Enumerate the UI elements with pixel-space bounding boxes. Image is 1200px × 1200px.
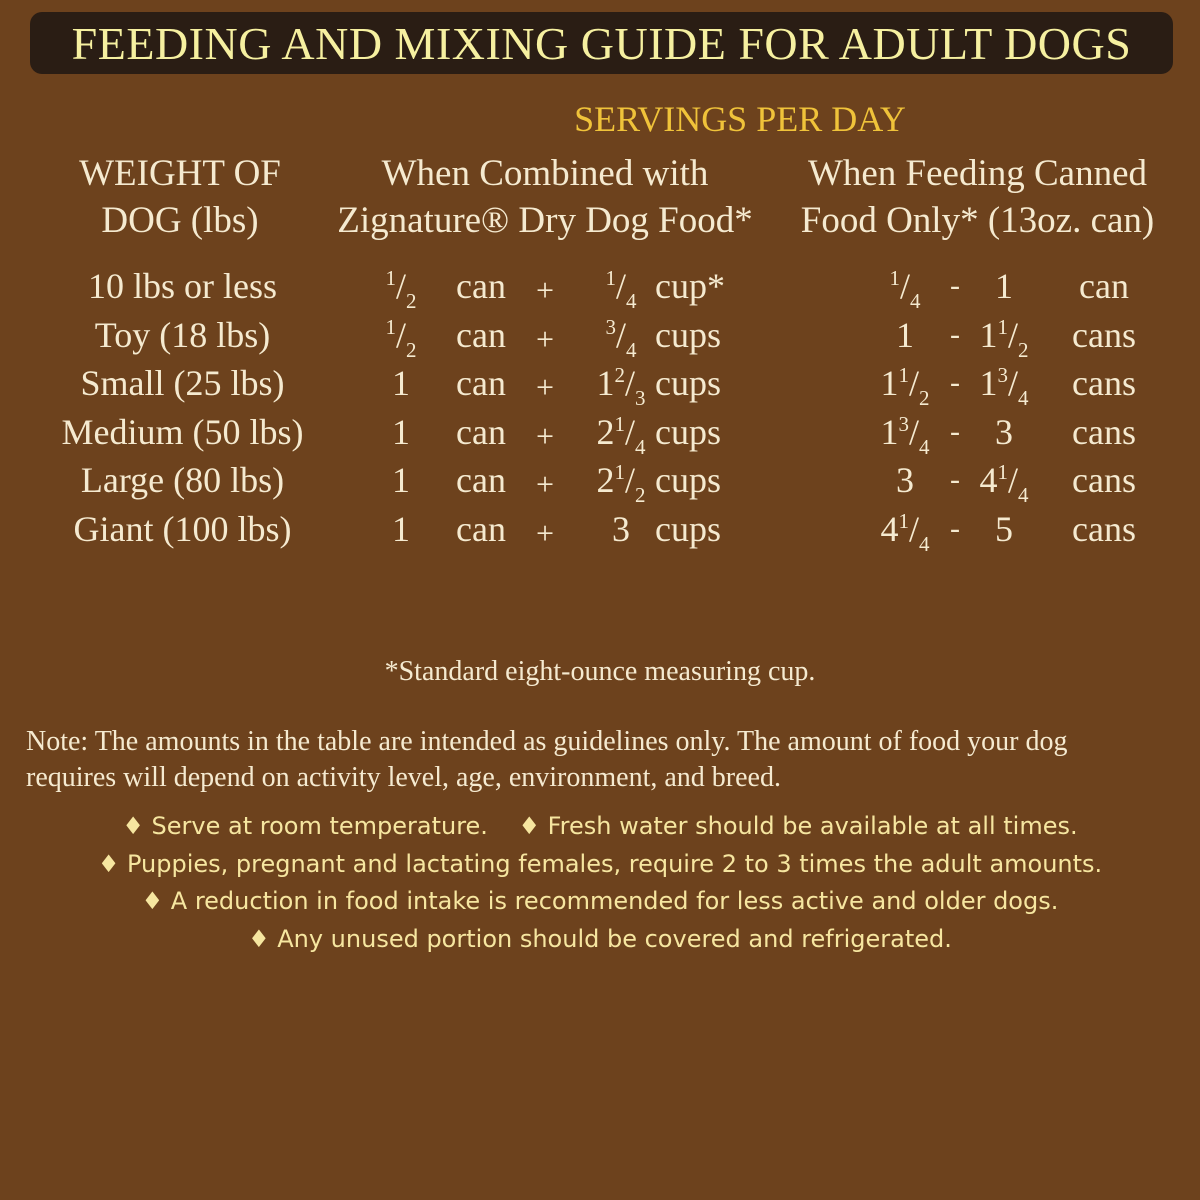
note-line-2: requires will depend on activity level, age, environment, and breed. xyxy=(26,762,781,793)
combined-cup-qty: 3 xyxy=(612,509,630,549)
canned-column-header xyxy=(780,150,1175,244)
tip-line-3: ♦ A reduction in food intake is recommended for less active and older dogs. xyxy=(141,887,1059,915)
canned-from-qty: $1^1/_2$ xyxy=(880,363,930,411)
tip-line-1: ♦ Serve at room temperature. ♦ Fresh water should be available at all times. xyxy=(122,812,1078,840)
servings-per-day-header: SERVINGS PER DAY xyxy=(574,99,906,139)
combined-cup-qty: $1^2/_3$ xyxy=(596,363,646,411)
combined-can-unit: can xyxy=(456,314,506,355)
combined-header-line-1: When Combined with xyxy=(381,153,709,194)
combined-cup-qty: $^1/_4$ xyxy=(605,266,637,313)
combined-can-qty: 1 xyxy=(392,460,410,501)
weight-cell: Toy (18 lbs) xyxy=(94,314,271,355)
tips-list xyxy=(0,808,1200,958)
canned-unit: cans xyxy=(1072,411,1136,452)
weight-cell: Large (80 lbs) xyxy=(80,460,285,501)
plus-sign: + xyxy=(535,417,555,454)
plus-sign: + xyxy=(535,466,555,503)
note-line-1: Note: The amounts in the table are intended as guidelines only. The amount of food your dog xyxy=(26,726,1068,757)
combined-cup-unit: cup* xyxy=(655,266,725,306)
canned-header-line-2: Food Only* (13oz. can) xyxy=(800,200,1155,241)
note xyxy=(26,724,1200,796)
canned-header-line-1: When Feeding Canned xyxy=(807,153,1148,194)
combined-cup-unit: cups xyxy=(655,363,721,404)
canned-to-qty: 3 xyxy=(995,411,1013,452)
combined-can-qty: 1 xyxy=(392,411,410,452)
range-separator: - xyxy=(950,269,960,302)
canned-unit: cans xyxy=(1072,509,1136,549)
plus-sign: + xyxy=(535,272,555,308)
canned-from-qty: $4^1/_4$ xyxy=(880,509,930,556)
combined-cup-unit: cups xyxy=(655,314,721,355)
combined-cup-qty: $2^1/_4$ xyxy=(596,411,646,459)
canned-to-qty: $1^1/_2$ xyxy=(979,314,1029,362)
combined-can-unit: can xyxy=(456,266,506,306)
combined-can-qty: 1 xyxy=(392,509,410,549)
combined-column-header xyxy=(320,150,770,244)
plus-sign: + xyxy=(535,320,555,357)
combined-cup-unit: cups xyxy=(655,411,721,452)
tip-line-4: ♦ Any unused portion should be covered and refrigerated. xyxy=(248,924,952,953)
weight-column-header xyxy=(40,150,320,244)
combined-cup-unit: cups xyxy=(655,460,721,501)
canned-unit: cans xyxy=(1072,363,1136,404)
title-bar xyxy=(30,12,1173,74)
page-title: FEEDING AND MIXING GUIDE FOR ADULT DOGS xyxy=(71,17,1132,69)
weight-cell: Giant (100 lbs) xyxy=(73,509,292,549)
table-row xyxy=(0,263,1200,312)
table-row xyxy=(0,409,1200,458)
range-separator: - xyxy=(950,512,960,545)
canned-unit: cans xyxy=(1072,314,1136,355)
combined-header-line-2: Zignature® Dry Dog Food* xyxy=(337,200,753,241)
table-row xyxy=(0,312,1200,361)
combined-can-unit: can xyxy=(456,509,506,549)
range-separator: - xyxy=(950,366,960,400)
canned-to-qty: 5 xyxy=(995,509,1013,549)
weight-header-line-2: DOG (lbs) xyxy=(101,200,259,241)
combined-cup-qty: $^3/_4$ xyxy=(605,314,637,362)
combined-can-qty: 1 xyxy=(392,363,410,404)
canned-to-qty: $4^1/_4$ xyxy=(979,460,1029,508)
range-separator: - xyxy=(950,317,960,351)
combined-can-unit: can xyxy=(456,363,506,404)
combined-cup-unit: cups xyxy=(655,509,721,549)
combined-can-qty: $^1/_2$ xyxy=(385,314,417,362)
weight-cell: 10 lbs or less xyxy=(88,266,277,306)
canned-from-qty: 3 xyxy=(896,460,914,501)
range-separator: - xyxy=(950,463,960,497)
weight-header-line-1: WEIGHT OF xyxy=(79,153,281,194)
combined-can-unit: can xyxy=(456,411,506,452)
range-separator: - xyxy=(950,414,960,448)
combined-can-qty: $^1/_2$ xyxy=(385,266,417,313)
canned-to-qty: 1 xyxy=(995,266,1013,306)
canned-from-qty: $^1/_4$ xyxy=(889,266,921,313)
tip-line-2: ♦ Puppies, pregnant and lactating females, require 2 to 3 times the adult amounts. xyxy=(97,849,1103,878)
plus-sign: + xyxy=(535,515,555,551)
table-row xyxy=(0,360,1200,409)
canned-from-qty: $1^3/_4$ xyxy=(880,411,930,459)
canned-to-qty: $1^3/_4$ xyxy=(979,363,1029,411)
canned-unit: can xyxy=(1079,266,1129,306)
weight-cell: Small (25 lbs) xyxy=(80,363,285,404)
plus-sign: + xyxy=(535,369,555,406)
table-row xyxy=(0,506,1200,555)
canned-unit: cans xyxy=(1072,460,1136,501)
combined-can-unit: can xyxy=(456,460,506,501)
canned-from-qty: 1 xyxy=(896,314,914,355)
weight-cell: Medium (50 lbs) xyxy=(61,411,304,452)
combined-cup-qty: $2^1/_2$ xyxy=(596,460,646,508)
table-row xyxy=(0,457,1200,506)
footnote: *Standard eight-ounce measuring cup. xyxy=(384,656,816,687)
